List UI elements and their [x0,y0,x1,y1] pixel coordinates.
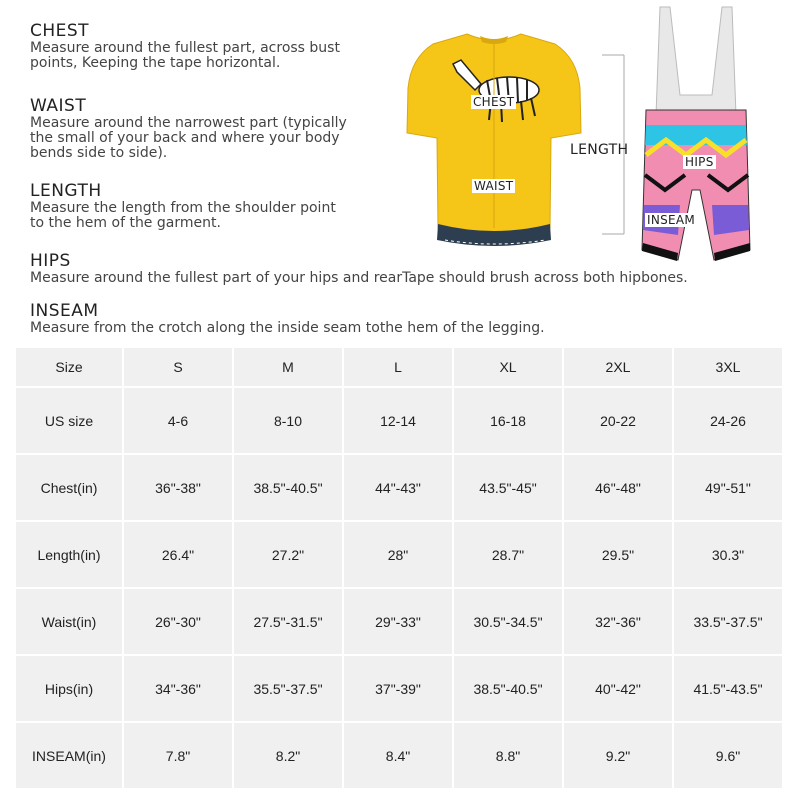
bib-shorts-image [640,5,752,267]
table-cell: Length(in) [16,522,122,587]
size-chart-table [14,346,784,790]
waist-desc-line2: the small of your back and where your body [30,130,340,146]
length-desc-line2: to the hem of the garment. [30,215,221,231]
table-cell: 26.4" [124,522,232,587]
hips-figure-label: HIPS [685,155,714,169]
table-cell: 16-18 [454,388,562,453]
table-cell: 30.5"-34.5" [454,589,562,654]
hips-desc: Measure around the fullest part of your hips and rearTape should brush across both hipbones. [30,270,688,286]
header-cell: Size [16,348,122,386]
length-guide [30,181,400,231]
table-cell: 49"-51" [674,455,782,520]
length-figure-label: LENGTH [570,142,629,158]
table-cell: Hips(in) [16,656,122,721]
table-cell: INSEAM(in) [16,723,122,788]
jersey-image [405,28,583,258]
table-cell: 32"-36" [564,589,672,654]
inseam-title: INSEAM [30,301,99,321]
table-row [16,522,782,587]
header-cell: M [234,348,342,386]
table-cell: 29.5" [564,522,672,587]
header-cell: L [344,348,452,386]
inseam-guide [30,301,770,336]
waist-title: WAIST [30,96,87,116]
waist-figure-label: WAIST [474,179,514,193]
chest-desc-line2: points, Keeping the tape horizontal. [30,55,281,71]
table-cell: 28" [344,522,452,587]
length-desc-line1: Measure the length from the shoulder point [30,200,336,216]
table-cell: 8-10 [234,388,342,453]
table-row [16,723,782,788]
chest-title: CHEST [30,21,90,41]
chest-figure-label: CHEST [473,95,515,109]
table-cell: 30.3" [674,522,782,587]
table-row [16,455,782,520]
table-cell: Chest(in) [16,455,122,520]
table-cell: 43.5"-45" [454,455,562,520]
header-cell: XL [454,348,562,386]
table-cell: 35.5"-37.5" [234,656,342,721]
table-cell: 44"-43" [344,455,452,520]
table-row [16,388,782,453]
inseam-desc: Measure from the crotch along the inside seam tothe hem of the legging. [30,320,545,336]
table-cell: 40"-42" [564,656,672,721]
table-cell: 28.7" [454,522,562,587]
table-cell: 46"-48" [564,455,672,520]
table-cell: 27.5"-31.5" [234,589,342,654]
table-row [16,589,782,654]
chest-desc-line1: Measure around the fullest part, across bust [30,40,340,56]
table-cell: 12-14 [344,388,452,453]
table-cell: 8.8" [454,723,562,788]
table-cell: 8.4" [344,723,452,788]
table-cell: 36"-38" [124,455,232,520]
table-cell: Waist(in) [16,589,122,654]
table-cell: 9.2" [564,723,672,788]
inseam-figure-label: INSEAM [647,213,696,227]
length-title: LENGTH [30,181,102,201]
table-cell: 8.2" [234,723,342,788]
table-cell: 38.5"-40.5" [234,455,342,520]
table-header-row [16,348,782,386]
table-cell: 9.6" [674,723,782,788]
table-cell: 20-22 [564,388,672,453]
waist-desc-line1: Measure around the narrowest part (typically [30,115,347,131]
waist-guide [30,96,400,161]
table-cell: 7.8" [124,723,232,788]
chest-guide [30,21,400,71]
table-cell: 37"-39" [344,656,452,721]
table-cell: 41.5"-43.5" [674,656,782,721]
header-cell: S [124,348,232,386]
table-cell: US size [16,388,122,453]
table-cell: 27.2" [234,522,342,587]
header-cell: 2XL [564,348,672,386]
hips-title: HIPS [30,251,71,271]
table-cell: 34"-36" [124,656,232,721]
header-cell: 3XL [674,348,782,386]
table-cell: 24-26 [674,388,782,453]
table-cell: 38.5"-40.5" [454,656,562,721]
table-cell: 4-6 [124,388,232,453]
table-cell: 33.5"-37.5" [674,589,782,654]
table-cell: 29"-33" [344,589,452,654]
table-cell: 26"-30" [124,589,232,654]
table-row [16,656,782,721]
waist-desc-line3: bends side to side). [30,145,168,161]
